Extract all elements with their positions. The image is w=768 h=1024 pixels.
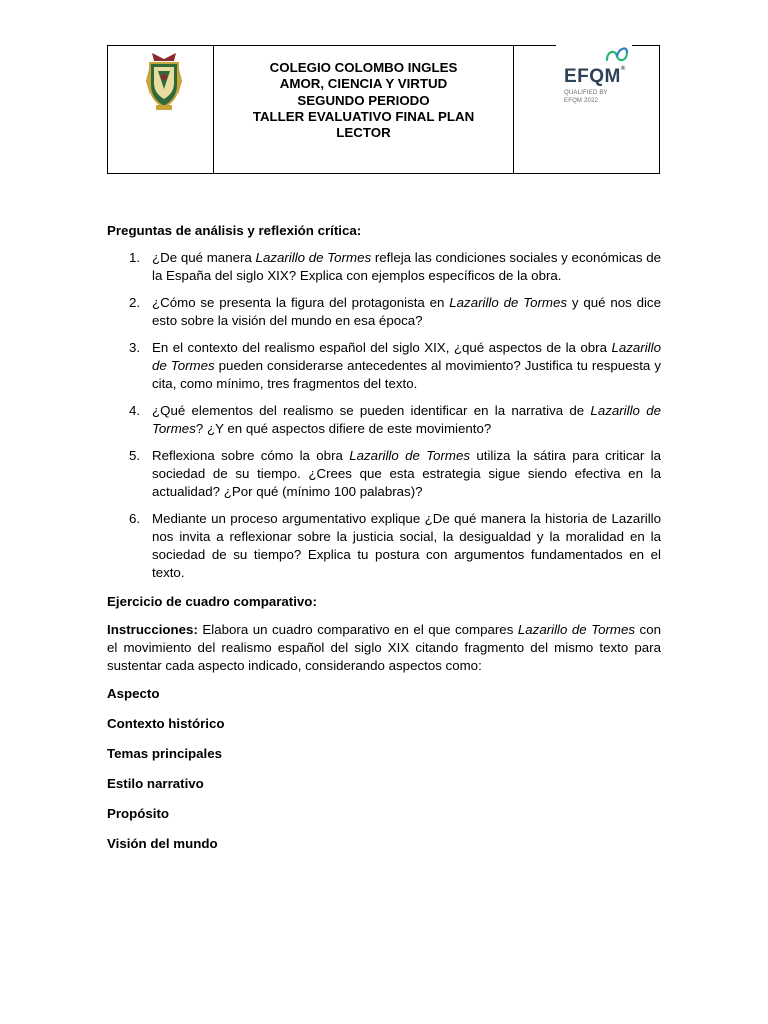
- workshop-title: TALLER EVALUATIVO FINAL PLAN: [252, 108, 475, 124]
- question-item: [107, 249, 661, 285]
- question-number: 5.: [129, 448, 141, 463]
- analysis-heading-text: Preguntas de análisis y reflexión crítica: [107, 223, 357, 238]
- question-text: ¿De qué manera: [152, 250, 256, 265]
- question-number: 2.: [129, 295, 141, 310]
- work-title: Lazarillo de Tormes: [517, 622, 636, 637]
- question-number: 3.: [129, 340, 141, 355]
- question-number: 6.: [129, 511, 141, 526]
- question-text-cont: refleja las condiciones sociales y económicas de la España del siglo XIX? Explica con ejemplos específicos de la obra.: [152, 250, 662, 283]
- analysis-heading-colon: :: [356, 223, 362, 238]
- question-text: En el contexto del realismo español del siglo XIX, ¿qué aspectos de la obra: [152, 340, 612, 355]
- work-title: Lazarillo de Tormes: [152, 340, 661, 373]
- question-item: [107, 339, 661, 393]
- aspect-item: Visión del mundo: [107, 836, 218, 851]
- work-title: Lazarillo de Tormes: [349, 448, 471, 463]
- question-item: [107, 447, 661, 501]
- header-table: [107, 45, 660, 174]
- question-number: 4.: [129, 403, 141, 418]
- efqm-qualified-line2: EFQM 2022: [564, 98, 599, 104]
- efqm-logo-cell: [514, 46, 659, 173]
- instructions-paragraph: [107, 621, 661, 675]
- question-text: Reflexiona sobre cómo la obra: [152, 448, 350, 463]
- work-title: Lazarillo de Tormes: [449, 295, 568, 310]
- question-item: [107, 510, 661, 582]
- efqm-tm: ®: [620, 66, 626, 72]
- work-title: Lazarillo de Tormes: [152, 403, 661, 436]
- instructions-text: Elabora un cuadro comparativo en el que compares: [197, 622, 518, 637]
- aspect-item: Temas principales: [107, 746, 223, 761]
- school-logo-cell: [108, 46, 214, 173]
- question-text-cont: pueden considerarse antecedentes al movimiento? Justifica tu respuesta y cita, como mínimo, tres fragmentos del texto.: [152, 358, 661, 391]
- efqm-qualified-line1: QUALIFIED BY: [564, 90, 608, 96]
- efqm-infinity-icon: [604, 46, 630, 66]
- question-item: [107, 402, 661, 438]
- question-item: [107, 294, 661, 330]
- aspect-item: Propósito: [107, 806, 170, 821]
- efqm-brand: EFQM: [564, 66, 621, 87]
- aspect-item: Contexto histórico: [107, 716, 225, 731]
- school-name: COLEGIO COLOMBO INGLES: [269, 60, 458, 75]
- question-number: 1.: [129, 250, 141, 265]
- question-text-cont: y qué nos dice esto sobre la visión del mundo en esa época?: [152, 295, 661, 328]
- aspect-item: Aspecto: [107, 686, 160, 701]
- work-title: Lazarillo de Tormes: [255, 250, 372, 265]
- question-text: Mediante un proceso argumentativo explique ¿De qué manera la historia de Lazarillo nos invita a reflexionar sobre la justicia social, la desigualdad y la moralidad en la sociedad de su tiempo? Explica tu postura con argumentos fundamentados en el texto.: [152, 511, 661, 580]
- school-crest-icon: [144, 51, 184, 113]
- question-text: ¿Qué elementos del realismo se pueden identificar en la narrativa de: [152, 403, 591, 418]
- exercise-heading: [107, 593, 317, 611]
- school-motto: AMOR, CIENCIA Y VIRTUD: [279, 76, 448, 92]
- aspect-item: Estilo narrativo: [107, 776, 204, 791]
- analysis-heading: [107, 222, 361, 240]
- title-cell: [214, 46, 514, 173]
- period: SEGUNDO PERIODO: [297, 92, 430, 108]
- workshop-title-cont: LECTOR: [336, 125, 391, 141]
- instructions-text-cont: con el movimiento del realismo español del siglo XIX citando fragmento del mismo texto para sustentar cada aspecto indicado, considerando aspectos como:: [107, 622, 661, 673]
- instructions-label: Instrucciones:: [107, 622, 198, 637]
- exercise-heading-text: Ejercicio de cuadro comparativo: [107, 594, 313, 609]
- question-text: ¿Cómo se presenta la figura del protagonista en: [152, 295, 450, 310]
- question-text-cont: ? ¿Y en qué aspectos difiere de este movimiento?: [195, 421, 492, 436]
- exercise-heading-colon: :: [312, 594, 317, 609]
- question-text-cont: utiliza la sátira para criticar la sociedad de su tiempo. ¿Crees que esta estrategia sigue siendo efectiva en la actualidad? ¿Por qué (mínimo 100 palabras)?: [152, 448, 662, 499]
- efqm-logo: [556, 44, 632, 110]
- efqm-wordmark: [564, 66, 626, 88]
- question-list: [107, 249, 661, 591]
